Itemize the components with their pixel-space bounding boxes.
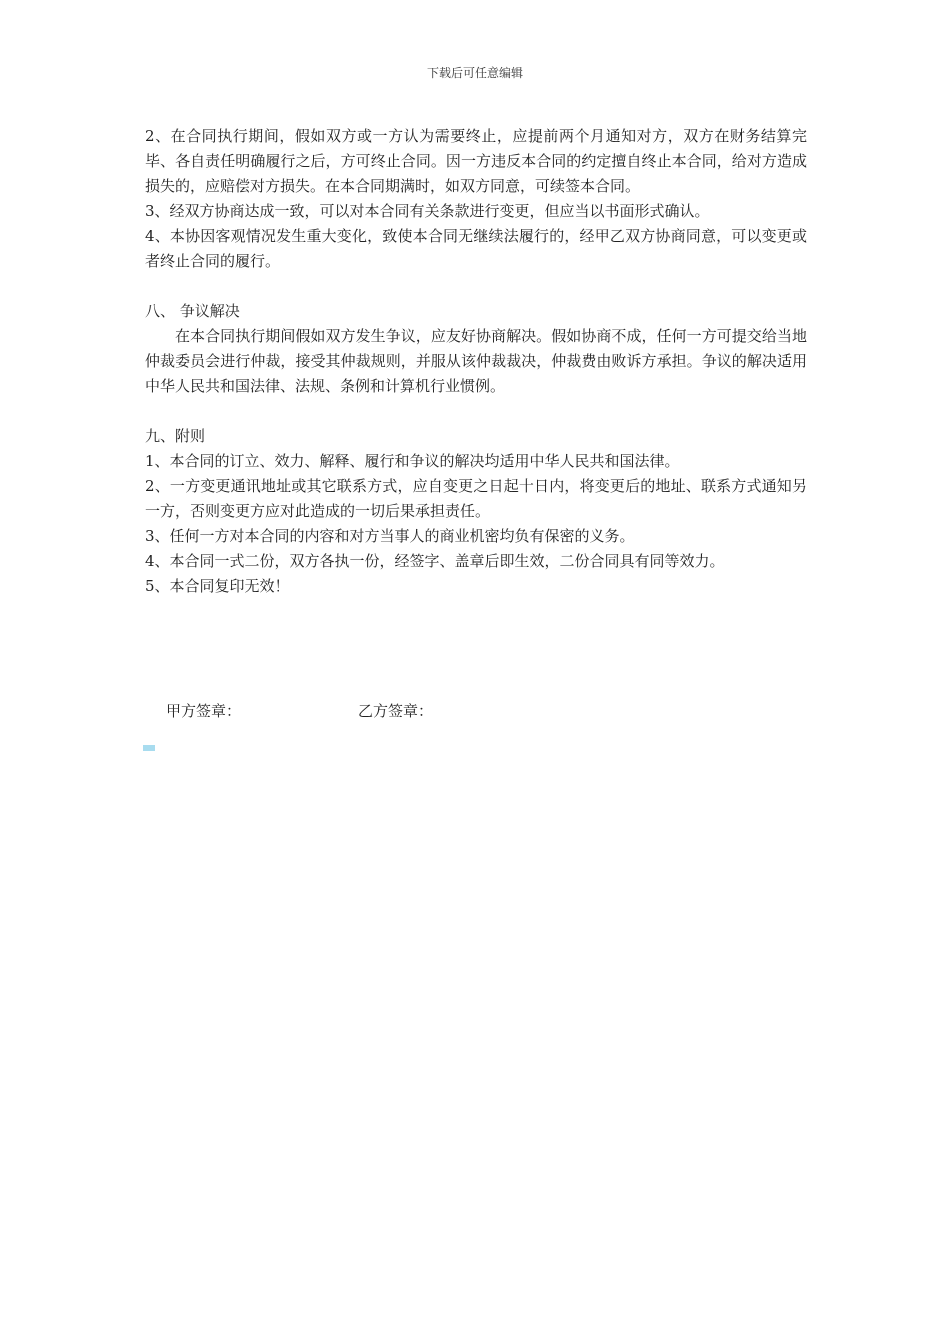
clause-7-4: 4、本协因客观情况发生重大变化，致使本合同无继续法履行的，经甲乙双方协商同意，可以变更或者终止合同的履行。	[145, 227, 807, 270]
contract-body	[145, 124, 807, 599]
clause-9-3: 3、任何一方对本合同的内容和对方当事人的商业机密均负有保密的义务。	[145, 527, 635, 545]
section-spacer	[145, 399, 807, 424]
page-header: 下载后可任意编辑	[426, 66, 523, 80]
clause-9-1: 1、本合同的订立、效力、解释、履行和争议的解决均适用中华人民共和国法律。	[145, 452, 680, 470]
clause-9-5: 5、本合同复印无效！	[145, 577, 290, 595]
section-spacer	[145, 274, 807, 299]
party-a-signature-label: 甲方签章：	[166, 702, 242, 720]
section-9-title: 九、附则	[145, 427, 206, 445]
section-8-title: 八、 争议解决	[145, 302, 240, 320]
section-8-body: 在本合同执行期间假如双方发生争议，应友好协商解决。假如协商不成，任何一方可提交给当地仲裁委员会进行仲裁，接受其仲裁规则，并服从该仲裁裁决，仲裁费由败诉方承担。争议的解决适用中华人民共和国法律、法规、条例和计算机行业惯例。	[145, 327, 807, 395]
clause-9-4: 4、本合同一式二份，双方各执一份，经签字、盖章后即生效，二份合同具有同等效力。	[145, 552, 725, 570]
clause-9-2: 2、一方变更通讯地址或其它联系方式，应自变更之日起十日内，将变更后的地址、联系方式通知另一方，否则变更方应对此造成的一切后果承担责任。	[145, 477, 807, 520]
party-b-signature-label: 乙方签章：	[358, 702, 434, 720]
clause-7-2: 2、在合同执行期间，假如双方或一方认为需要终止，应提前两个月通知对方，双方在财务结算完毕、各自责任明确履行之后，方可终止合同。因一方违反本合同的约定擅自终止本合同，给对方造成损失的，应赔偿对方损失。在本合同期满时，如双方同意，可续签本合同。	[145, 127, 807, 195]
clause-7-3: 3、经双方协商达成一致，可以对本合同有关条款进行变更，但应当以书面形式确认。	[145, 202, 710, 220]
selection-marker	[143, 745, 155, 751]
